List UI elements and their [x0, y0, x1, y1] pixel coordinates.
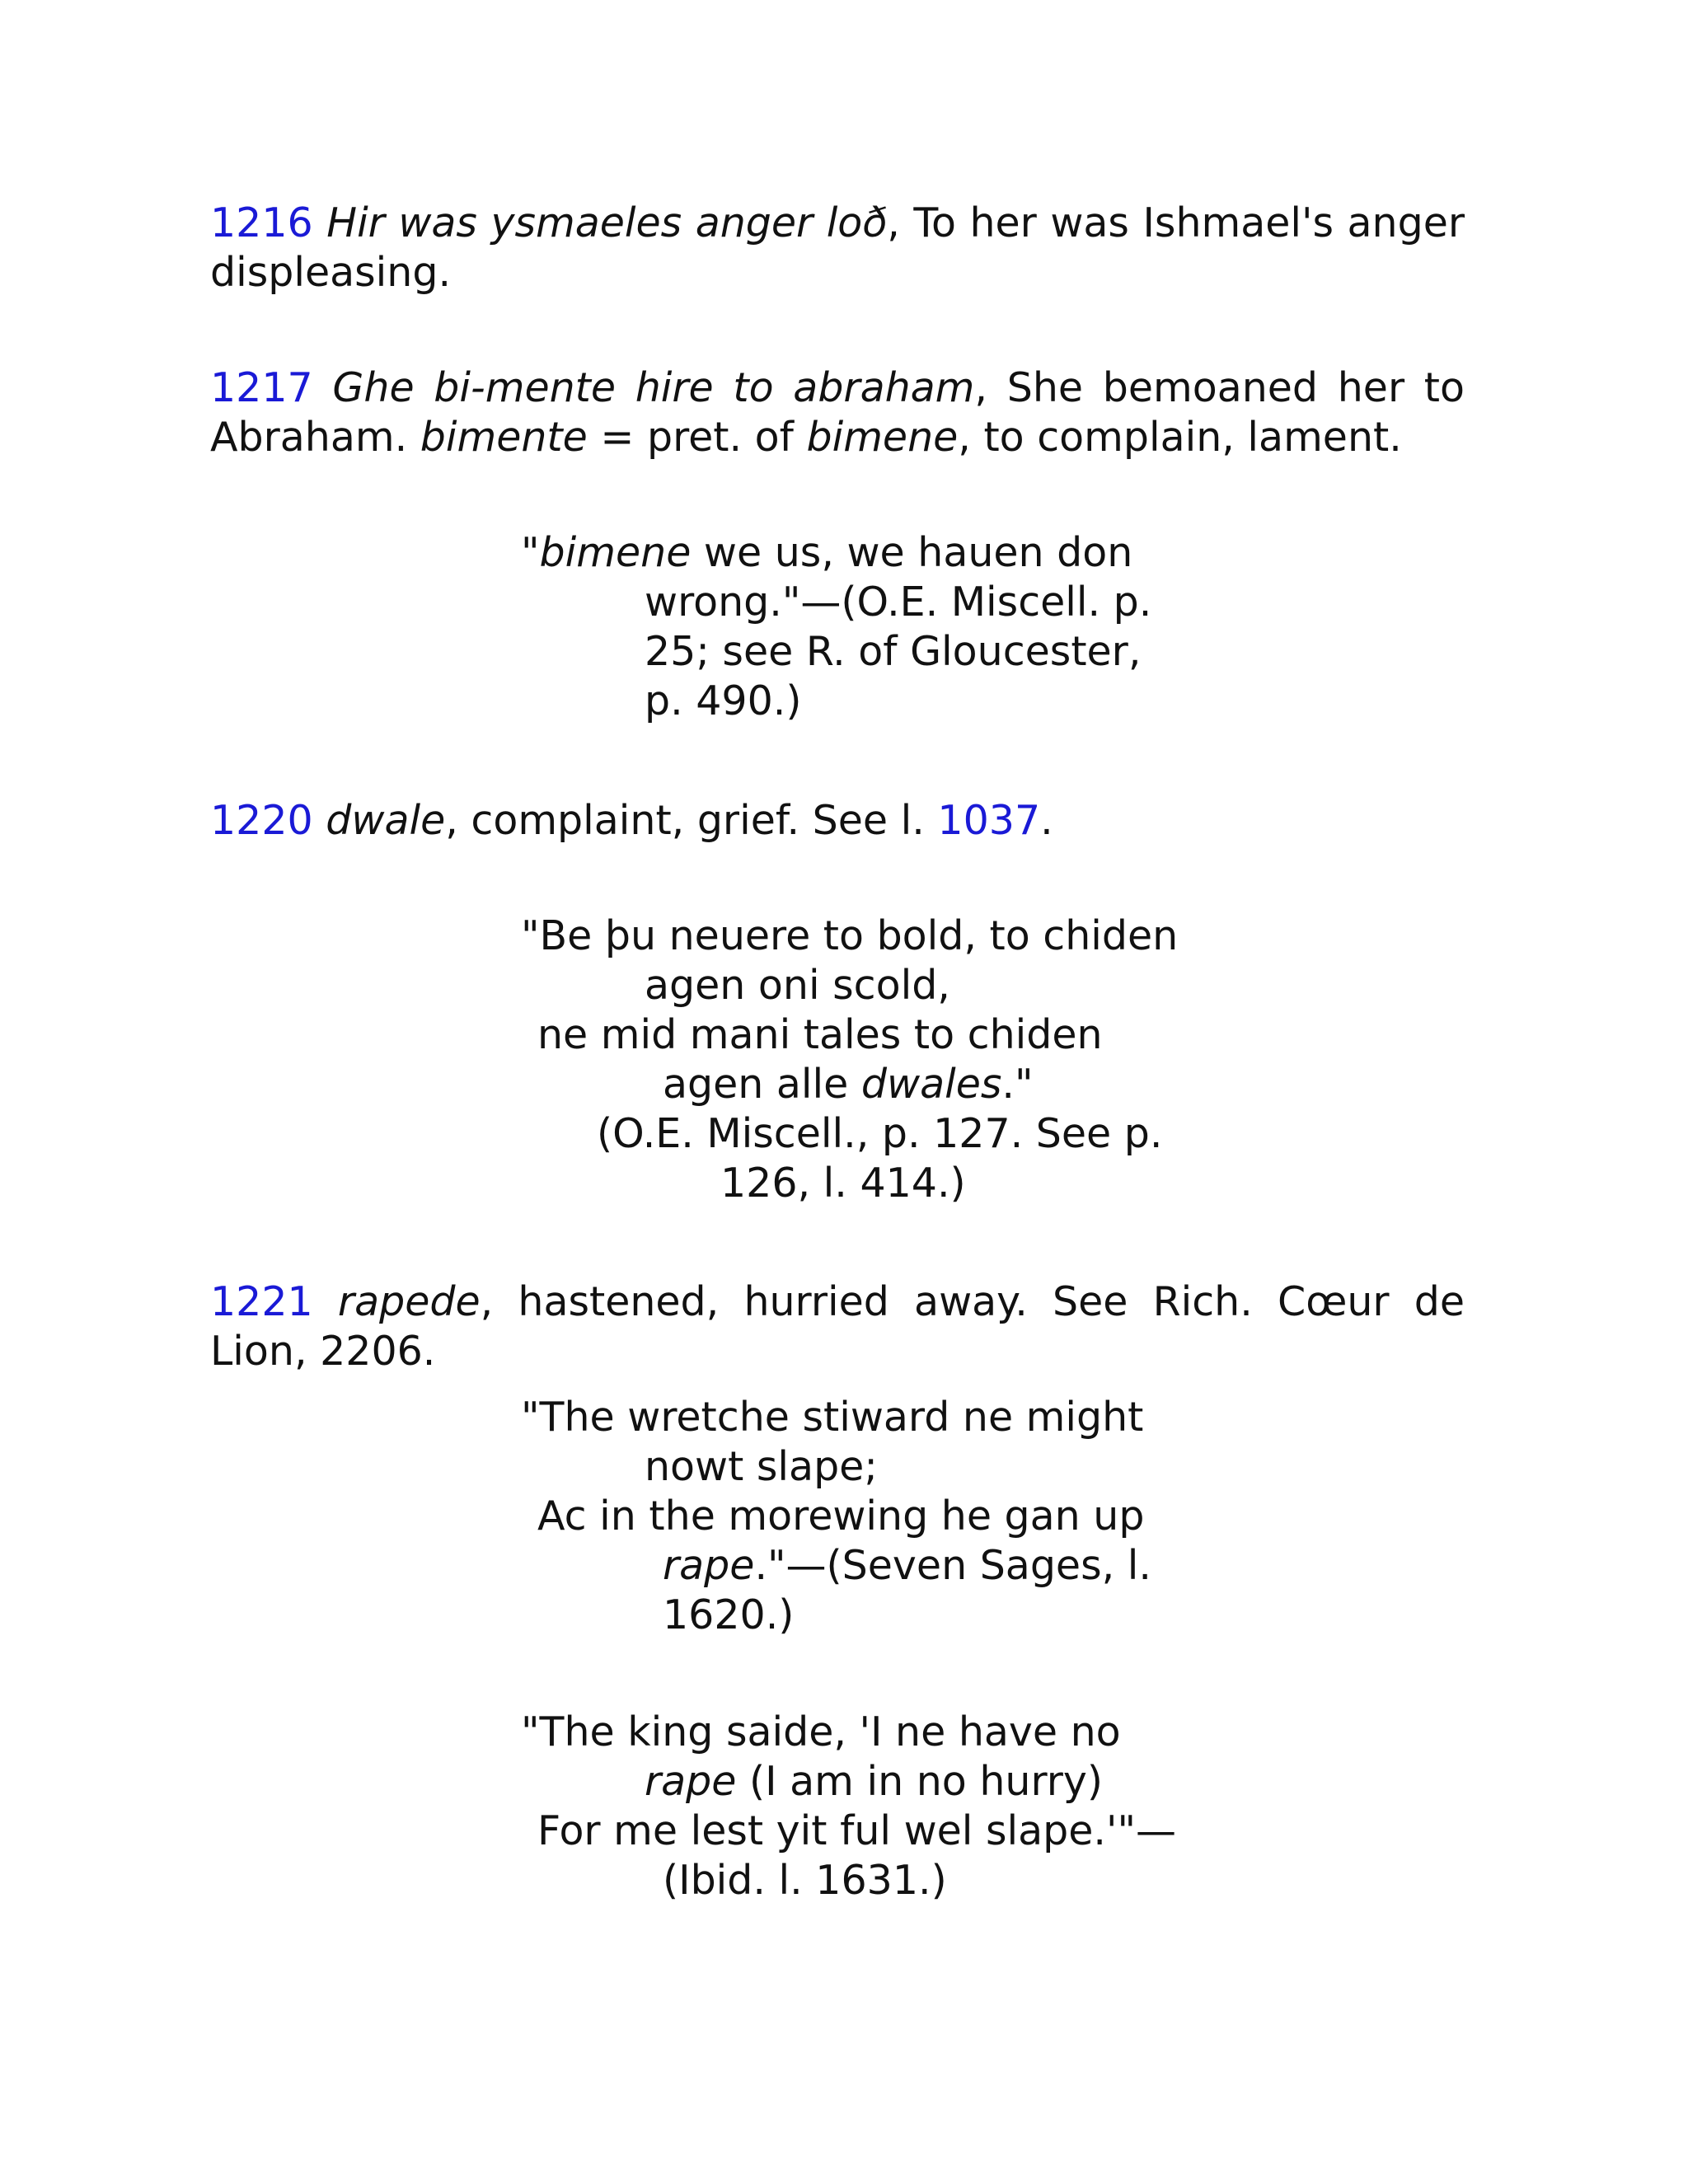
line-number-link[interactable]: 1217 [210, 364, 313, 411]
line-number-link[interactable]: 1221 [210, 1278, 313, 1325]
note-text: , She bemoaned her to Abraham. [210, 364, 1465, 461]
verse-line [521, 528, 1151, 578]
verse-line [521, 1541, 1151, 1591]
headword: bimene [806, 414, 959, 461]
verse-line: 25; see R. of Gloucester, [645, 628, 1142, 675]
verse-line: nowt slape; [645, 1443, 878, 1490]
note-text: , To her was Ishmael's anger displeasing. [210, 199, 1465, 296]
verse-line: wrong."—(O.E. Miscell. p. [645, 579, 1152, 626]
verse-line: agen oni scold, [645, 962, 950, 1009]
verse-text: ."—(Seven Sages, l. [754, 1542, 1151, 1589]
line-number-link[interactable]: 1220 [210, 797, 313, 844]
verse-line: ne mid mani tales to chiden [537, 1011, 1103, 1058]
verse-text: ." [1001, 1061, 1034, 1108]
verse-quote-rape-1 [521, 1393, 1151, 1640]
verse-text: (I am in no hurry) [736, 1758, 1104, 1805]
verse-line [521, 1757, 1176, 1807]
headword: rape [645, 1758, 737, 1805]
note-1217 [210, 363, 1465, 462]
verse-text: we us, we hauen don [691, 529, 1133, 576]
verse-citation: 1620.) [663, 1591, 795, 1638]
headword: dwale [326, 797, 446, 844]
verse-line: p. 490.) [645, 677, 802, 724]
note-1216 [210, 199, 1465, 298]
note-1220 [210, 796, 1465, 846]
verse-citation: (O.E. Miscell., p. 127. See p. [597, 1110, 1163, 1157]
quoted-line: Hir was ysmaeles anger loð [326, 199, 888, 246]
headword: dwales [860, 1061, 1002, 1108]
note-text: . [1040, 797, 1053, 844]
verse-citation: 126, l. 414.) [720, 1160, 966, 1207]
verse-line: "The king saide, 'I ne have no [521, 1708, 1121, 1755]
note-text: , hastened, hurried away. See Rich. Cœur de Lion, 2206. [210, 1278, 1465, 1375]
verse-quote-dwales [521, 912, 1178, 1208]
quoted-line: Ghe bi-mente hire to abraham [332, 364, 975, 411]
line-number-link[interactable]: 1216 [210, 199, 313, 246]
verse-line: For me lest yit ful wel slape.'"— [537, 1807, 1176, 1854]
verse-citation: (Ibid. l. 1631.) [663, 1857, 947, 1904]
headword: bimente [420, 414, 588, 461]
headword: rape [663, 1542, 755, 1589]
verse-quote-rape-2 [521, 1708, 1176, 1905]
note-text: , to complain, lament. [958, 414, 1402, 461]
verse-line: "Be þu neuere to bold, to chiden [521, 912, 1179, 959]
verse-text: agen alle [663, 1061, 861, 1108]
verse-line: "The wretche stiward ne might [521, 1394, 1144, 1441]
note-text: = pret. of [587, 414, 807, 461]
verse-line: Ac in the morewing he gan up [537, 1493, 1145, 1540]
verse-line [521, 1060, 1178, 1109]
headword: bimene [539, 529, 692, 576]
verse-quote-bimene [521, 528, 1151, 726]
cross-reference-link[interactable]: 1037 [937, 797, 1041, 844]
note-text: , complaint, grief. See l. [445, 797, 938, 844]
quote-mark: " [521, 529, 540, 576]
headword: rapede [337, 1278, 481, 1325]
note-1221 [210, 1277, 1465, 1376]
